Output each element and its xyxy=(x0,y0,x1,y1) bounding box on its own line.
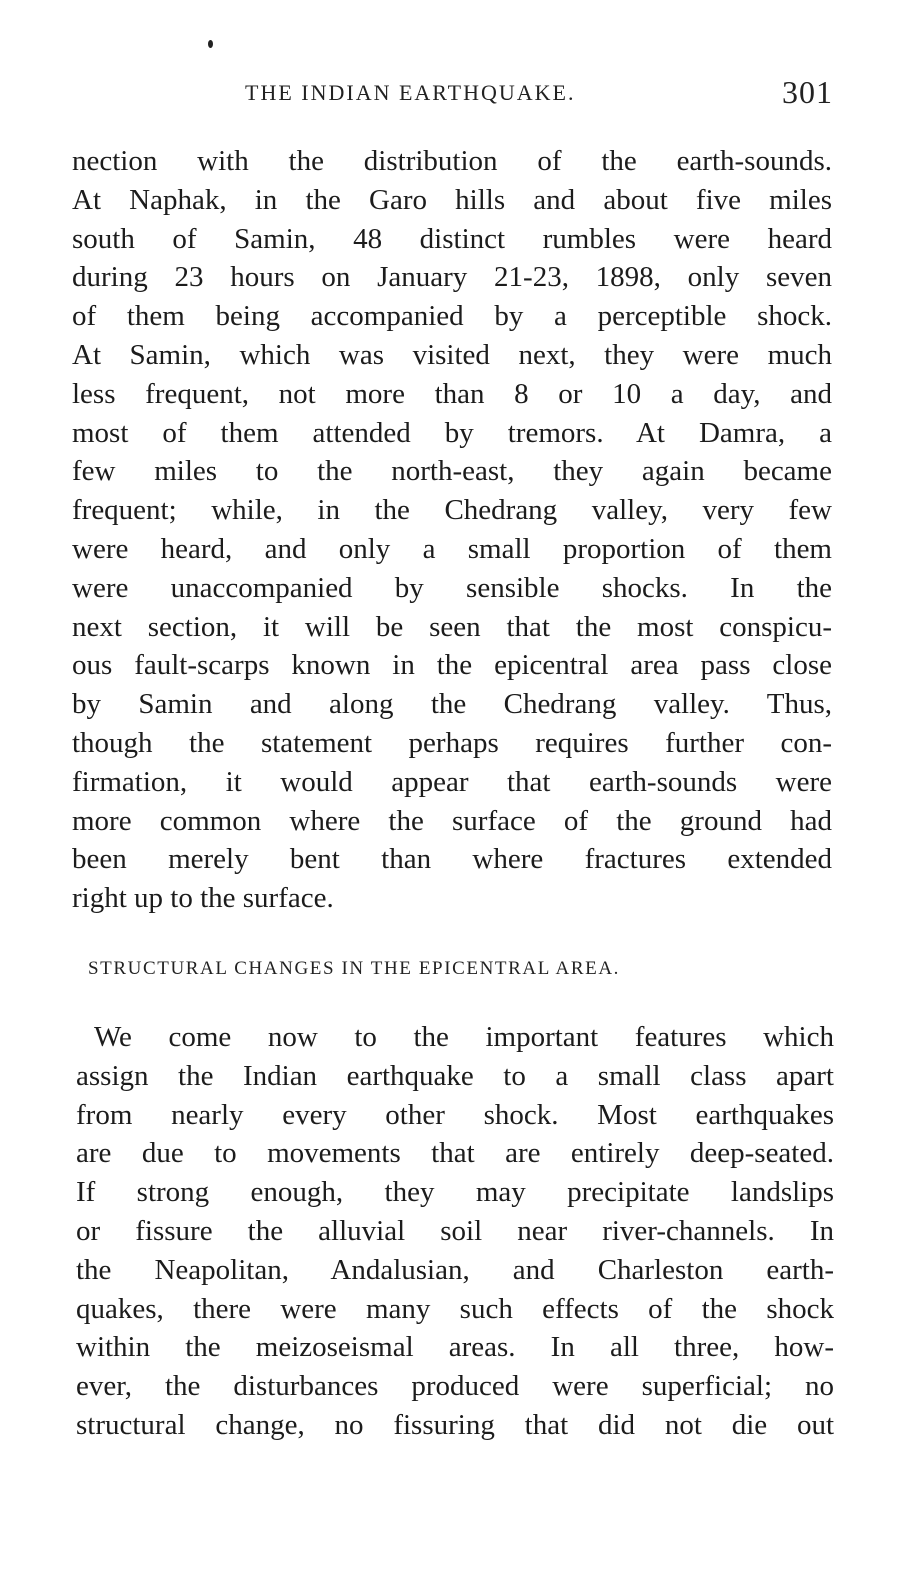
text-line: frequent; while, in the Chedrang valley, very few xyxy=(72,494,832,527)
text-line: from nearly every other shock. Most earthquakes xyxy=(76,1098,834,1131)
text-line: or fissure the alluvial soil near river-channels. In xyxy=(76,1214,834,1247)
text-line: most of them attended by tremors. At Damra, a xyxy=(72,416,832,449)
text-line: We come now to the important features which xyxy=(94,1021,834,1053)
text-line: At Naphak, in the Garo hills and about five miles xyxy=(72,183,832,216)
text-line: ous fault-scarps known in the epicentral area pass close xyxy=(72,649,832,682)
text-line: quakes, there were many such effects of the shock xyxy=(76,1292,834,1325)
text-line: nection with the distribution of the earth-sounds. xyxy=(72,145,832,177)
text-line: structural change, no fissuring that did not die out xyxy=(76,1408,834,1441)
text-line: during 23 hours on January 21-23, 1898, only seven xyxy=(72,261,832,294)
text-line: more common where the surface of the ground had xyxy=(72,804,832,837)
text-line: few miles to the north-east, they again became xyxy=(72,455,832,488)
paragraph-earth-sounds xyxy=(72,142,832,918)
text-line: less frequent, not more than 8 or 10 a day, and xyxy=(72,377,832,410)
running-head xyxy=(0,74,900,114)
text-line: within the meizoseismal areas. In all three, how- xyxy=(76,1331,834,1364)
text-line: south of Samin, 48 distinct rumbles were heard xyxy=(72,222,832,255)
ink-speck xyxy=(208,40,213,48)
text-line: assign the Indian earthquake to a small class apart xyxy=(76,1059,834,1092)
text-line: were unaccompanied by sensible shocks. In the xyxy=(72,571,832,604)
text-line: If strong enough, they may precipitate landslips xyxy=(76,1176,834,1209)
text-line: of them being accompanied by a perceptible shock. xyxy=(72,300,832,333)
text-line: though the statement perhaps requires further con- xyxy=(72,726,832,759)
section-heading: STRUCTURAL CHANGES IN THE EPICENTRAL AREA. xyxy=(88,958,621,979)
text-line: At Samin, which was visited next, they were much xyxy=(72,338,832,371)
text-line: ever, the disturbances produced were superficial; no xyxy=(76,1370,834,1403)
text-line: the Neapolitan, Andalusian, and Charleston earth- xyxy=(76,1253,834,1286)
running-title: THE INDIAN EARTHQUAKE. xyxy=(245,80,576,105)
text-line: next section, it will be seen that the most conspicu- xyxy=(72,610,832,643)
paragraph-structural-changes xyxy=(76,1018,834,1445)
text-line: were heard, and only a small proportion of them xyxy=(72,532,832,565)
text-line: are due to movements that are entirely deep-seated. xyxy=(76,1137,834,1170)
text-line: by Samin and along the Chedrang valley. Thus, xyxy=(72,688,832,721)
text-line: right up to the surface. xyxy=(72,882,334,915)
page-number: 301 xyxy=(782,74,833,110)
text-line: firmation, it would appear that earth-sounds were xyxy=(72,765,832,798)
text-line: been merely bent than where fractures extended xyxy=(72,843,832,876)
